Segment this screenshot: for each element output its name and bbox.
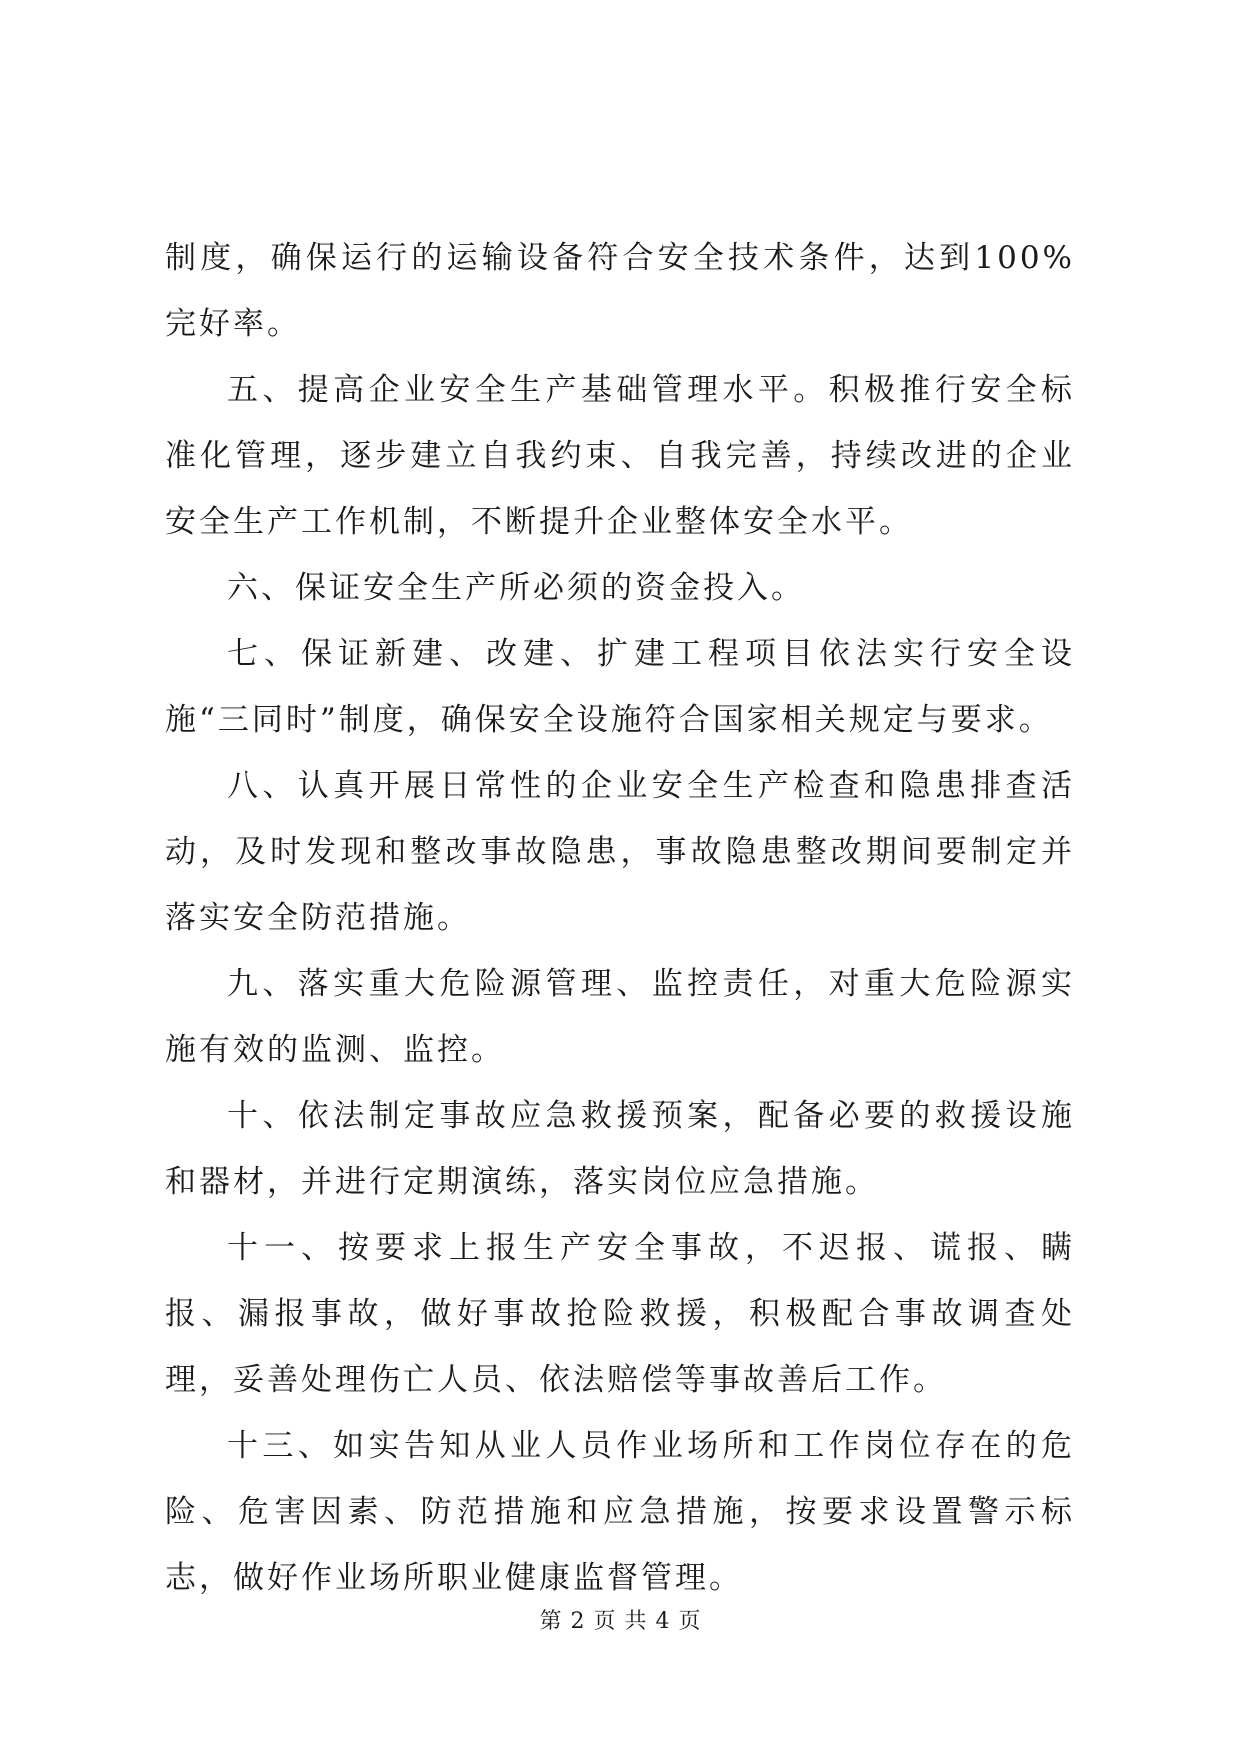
paragraph-8: 八、认真开展日常性的企业安全生产检查和隐患排查活动，及时发现和整改事故隐患，事故隐患整改期间要制定并落实安全防范措施。 (165, 768, 1075, 936)
paragraph-10: 十、依法制定事故应急救援预案，配备必要的救援设施和器材，并进行定期演练，落实岗位应急措施。 (165, 1098, 1075, 1200)
paragraph-5: 五、提高企业安全生产基础管理水平。积极推行安全标准化管理，逐步建立自我约束、自我完善，持续改进的企业安全生产工作机制，不断提升企业整体安全水平。 (165, 372, 1075, 540)
paragraph-13: 十三、如实告知从业人员作业场所和工作岗位存在的危险、危害因素、防范措施和应急措施，按要求设置警示标志，做好作业场所职业健康监督管理。 (165, 1428, 1075, 1596)
paragraph-9: 九、落实重大危险源管理、监控责任，对重大危险源实施有效的监测、监控。 (165, 966, 1075, 1068)
paragraph-6: 六、保证安全生产所必须的资金投入。 (227, 570, 805, 606)
paragraph-0: 制度，确保运行的运输设备符合安全技术条件，达到100%完好率。 (165, 240, 1075, 342)
paragraph-7: 七、保证新建、改建、扩建工程项目依法实行安全设施“三同时”制度，确保安全设施符合国家相关规定与要求。 (165, 636, 1075, 738)
page-number-footer: 第 2 页 共 4 页 (539, 1609, 702, 1634)
paragraph-11: 十一、按要求上报生产安全事故，不迟报、谎报、瞒报、漏报事故，做好事故抢险救援，积极配合事故调查处理，妥善处理伤亡人员、依法赔偿等事故善后工作。 (165, 1230, 1075, 1398)
document-body (165, 225, 1075, 1611)
